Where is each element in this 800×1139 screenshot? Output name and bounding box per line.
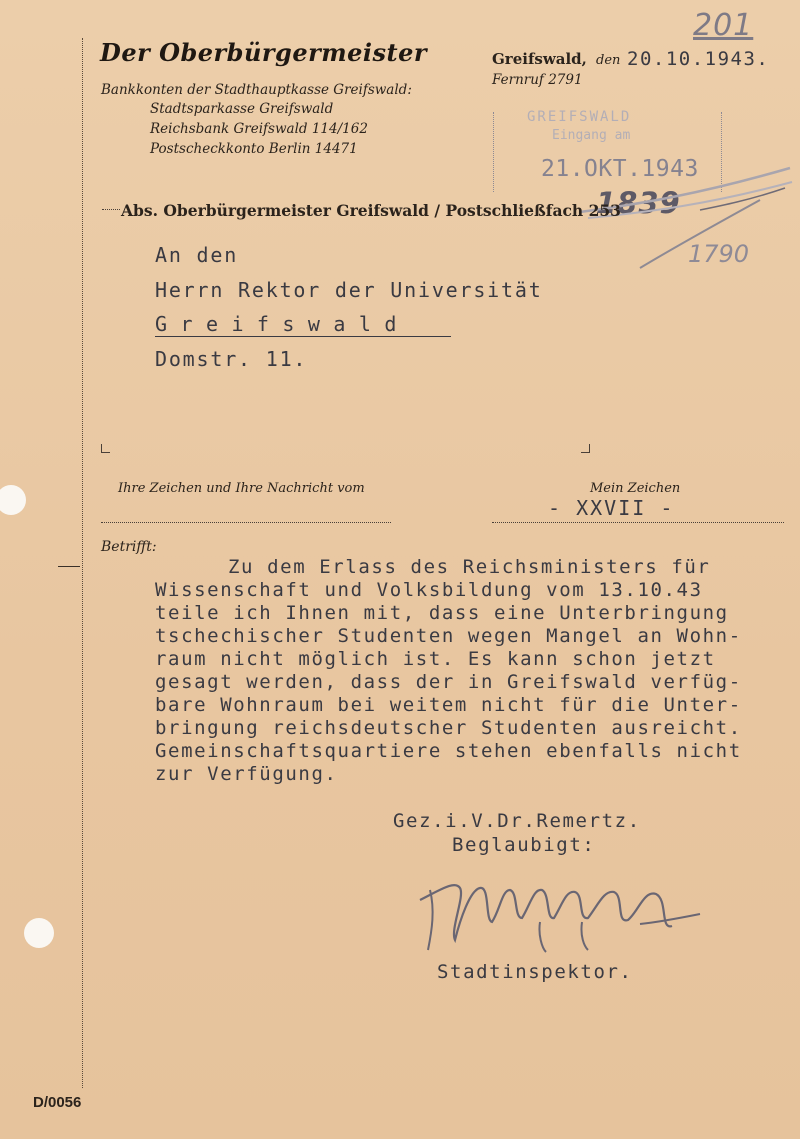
stamp-date: 21.OKT.1943 [541, 156, 699, 182]
letter-place: Greifswald, [492, 50, 587, 68]
phone-number: Fernruf 2791 [492, 72, 583, 88]
body-line: bare Wohnraum bei weitem nicht für die Unter- [155, 694, 742, 716]
body-line: Zu dem Erlass des Reichsministers für [228, 556, 711, 578]
body-line: teile ich Ihnen mit, dass eine Unterbringung [155, 602, 729, 624]
signer-title: Stadtinspektor. [437, 961, 633, 983]
sender-dots [102, 209, 120, 210]
body-line: zur Verfügung. [155, 763, 338, 785]
recipient-city: G r e i f s w a l d [155, 312, 398, 336]
bank-accounts-intro: Bankkonten der Stadthauptkasse Greifswald: [101, 82, 412, 98]
subject-label: Betrifft: [101, 539, 157, 555]
punch-hole-bottom [24, 918, 54, 948]
recipient-street: Domstr. 11. [155, 347, 308, 371]
stamp-city: GREIFSWALD [527, 109, 632, 125]
stamp-border-left [493, 112, 494, 192]
stamp-journal-number: 1839 [596, 186, 681, 220]
my-reference-value: - XXVII - [548, 496, 675, 520]
their-reference-line [101, 522, 391, 523]
letter-date: 20.10.1943. [627, 48, 770, 70]
my-reference-line [492, 522, 784, 523]
stamp-eingang: Eingang am [552, 128, 631, 143]
body-line: raum nicht möglich ist. Es kann schon jetzt [155, 648, 716, 670]
letter-den: den [596, 53, 621, 68]
window-corner-left [101, 444, 110, 453]
bank-account-line: Postscheckkonto Berlin 14471 [150, 141, 358, 157]
body-line: gesagt werden, dass der in Greifswald verfüg- [155, 671, 742, 693]
archive-code: D/0056 [33, 1094, 82, 1111]
punch-hole-top [0, 485, 26, 515]
bank-account-line: Stadtsparkasse Greifswald [150, 101, 334, 117]
sender-return-line: Abs. Oberbürgermeister Greifswald / Postschließfach 253 [121, 201, 621, 220]
bank-account-line: Reichsbank Greifswald 114/162 [150, 121, 368, 137]
recipient-city-underline [155, 336, 451, 337]
body-line: Wissenschaft und Volksbildung vom 13.10.43 [155, 579, 703, 601]
pencil-number: 1790 [688, 240, 750, 268]
body-line: Gemeinschaftsquartiere stehen ebenfalls nicht [155, 740, 742, 762]
certified-label: Beglaubigt: [452, 834, 596, 856]
recipient-line-2: Herrn Rektor der Universität [155, 278, 543, 302]
pencil-strokes [560, 160, 800, 280]
window-corner-right [581, 444, 590, 453]
signed-by: Gez.i.V.Dr.Remertz. [393, 810, 641, 832]
letterhead-title: Der Oberbürgermeister [100, 38, 428, 67]
body-line: tschechischer Studenten wegen Mangel an Wohn- [155, 625, 742, 647]
margin-rule [82, 38, 83, 1088]
handwritten-signature [410, 860, 710, 960]
fold-mark [58, 566, 80, 567]
recipient-line-1: An den [155, 243, 239, 267]
body-line: bringung reichsdeutscher Studenten ausreicht. [155, 717, 742, 739]
my-reference-label: Mein Zeichen [590, 481, 681, 496]
their-reference-label: Ihre Zeichen und Ihre Nachricht vom [118, 481, 365, 496]
corner-folio-number: 201 [693, 8, 754, 43]
